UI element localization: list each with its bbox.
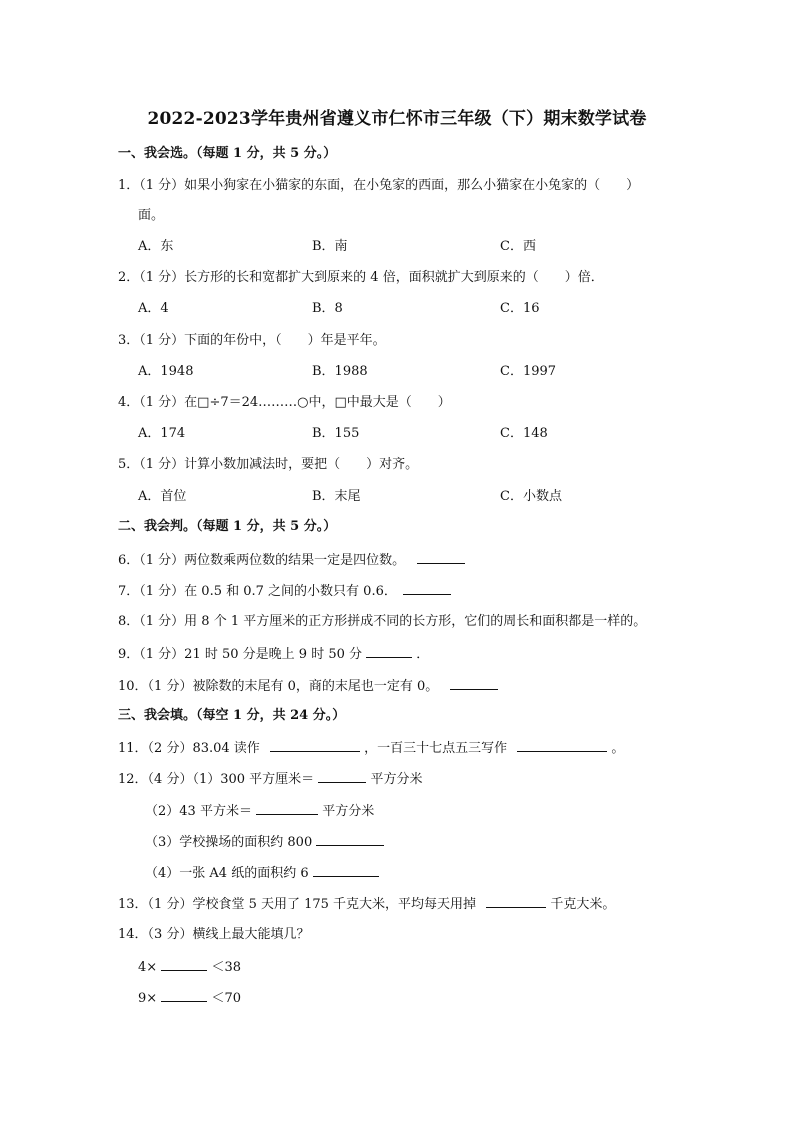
question-11: [118, 738, 624, 758]
question-12-sub-2: [145, 801, 374, 821]
section-heading-choice: 一、我会选。（每题 1 分，共 5 分。）: [118, 146, 337, 161]
answer-blank[interactable]: [486, 894, 546, 908]
question-13-part-1: 13．（1 分）学校食堂 5 天用了 175 千克大米，平均每天用掉: [118, 897, 477, 912]
question-14: 14．（3 分）横线上最大能填几？: [118, 927, 310, 942]
answer-blank[interactable]: [313, 863, 379, 877]
section-heading-fill: 三、我会填。（每空 1 分，共 24 分。）: [118, 708, 346, 723]
answer-blank[interactable]: [417, 550, 465, 564]
q2-option-b: B．8: [312, 301, 343, 316]
question-3: 3．（1 分）下面的年份中，（ ）年是平年。: [118, 333, 386, 348]
question-7-text: 7．（1 分）在 0.5 和 0.7 之间的小数只有 0.6．: [118, 584, 397, 599]
answer-blank[interactable]: [403, 581, 451, 595]
question-12-line-1b: 平方分米: [370, 772, 423, 787]
q5-option-a: A．首位: [138, 489, 187, 504]
question-11-part-2: ，一百三十七点五三写作: [364, 741, 508, 756]
q1-option-a: A．东: [138, 239, 174, 254]
section-heading-judge: 二、我会判。（每题 1 分，共 5 分。）: [118, 519, 337, 534]
question-12-line-4: （4）一张 A4 纸的面积约 6: [145, 866, 309, 881]
q3-option-a: A．1948: [138, 364, 194, 379]
q4-option-c: C．148: [500, 426, 548, 441]
question-2: 2．（1 分）长方形的长和宽都扩大到原来的 4 倍，面积就扩大到原来的（ ）倍．: [118, 270, 604, 285]
q3-option-c: C．1997: [500, 364, 557, 379]
question-7: [118, 581, 451, 601]
q5-option-c: C．小数点: [500, 489, 562, 504]
answer-blank[interactable]: [316, 832, 384, 846]
expr-2-left: 9×: [138, 991, 158, 1006]
answer-blank[interactable]: [270, 738, 360, 752]
question-12-sub-4: [145, 863, 379, 883]
question-4: 4．（1 分）在□÷7＝24………○中，□中最大是（ ）: [118, 395, 451, 410]
question-9: [118, 644, 429, 664]
question-9-text: 9．（1 分）21 时 50 分是晚上 9 时 50 分: [118, 647, 362, 662]
question-10: [118, 676, 498, 696]
question-14-expr-1: [138, 957, 241, 977]
page-title: 2022-2023学年贵州省遵义市仁怀市三年级（下）期末数学试卷: [147, 109, 647, 129]
question-12-line-3: （3）学校操场的面积约 800: [145, 835, 313, 850]
question-6: [118, 550, 465, 570]
question-1-continuation: 面。: [138, 208, 165, 223]
q1-option-c: C．西: [500, 239, 536, 254]
question-12-line-2b: 平方分米: [322, 804, 375, 819]
answer-blank[interactable]: [161, 988, 207, 1002]
q2-option-c: C．16: [500, 301, 540, 316]
q2-option-a: A．4: [138, 301, 169, 316]
question-5: 5．（1 分）计算小数加减法时，要把（ ）对齐。: [118, 457, 419, 472]
q4-option-b: B．155: [312, 426, 360, 441]
question-12-sub-3: [145, 832, 384, 852]
expr-1-right: ＜38: [211, 960, 241, 975]
answer-blank[interactable]: [366, 644, 412, 658]
question-12-line-2a: （2）43 平方米＝: [145, 804, 252, 819]
answer-blank[interactable]: [450, 676, 498, 690]
question-12-line-1a: 12．（4 分）（1）300 平方厘米＝: [118, 772, 315, 787]
question-8: 8．（1 分）用 8 个 1 平方厘米的正方形拼成不同的长方形，它们的周长和面积都是一样的。: [118, 614, 647, 629]
answer-blank[interactable]: [318, 769, 366, 783]
expr-2-right: ＜70: [211, 991, 241, 1006]
answer-blank[interactable]: [256, 801, 318, 815]
question-13-part-2: 千克大米。: [550, 897, 616, 912]
question-1: 1．（1 分）如果小狗家在小猫家的东面，在小兔家的西面，那么小猫家在小兔家的（ ）: [118, 178, 640, 193]
question-14-expr-2: [138, 988, 241, 1008]
question-12: [118, 769, 422, 789]
q3-option-b: B．1988: [312, 364, 368, 379]
question-11-part-1: 11．（2 分）83.04 读作: [118, 741, 260, 756]
question-10-text: 10．（1 分）被除数的末尾有 0，商的末尾也一定有 0。: [118, 679, 439, 694]
expr-1-left: 4×: [138, 960, 158, 975]
answer-blank[interactable]: [517, 738, 607, 752]
question-13: [118, 894, 615, 914]
q5-option-b: B．末尾: [312, 489, 361, 504]
q4-option-a: A．174: [138, 426, 186, 441]
question-6-text: 6．（1 分）两位数乘两位数的结果一定是四位数。: [118, 553, 406, 568]
answer-blank[interactable]: [161, 957, 207, 971]
question-11-part-3: 。: [611, 741, 625, 756]
question-9-end: ．: [416, 647, 430, 662]
q1-option-b: B．南: [312, 239, 348, 254]
